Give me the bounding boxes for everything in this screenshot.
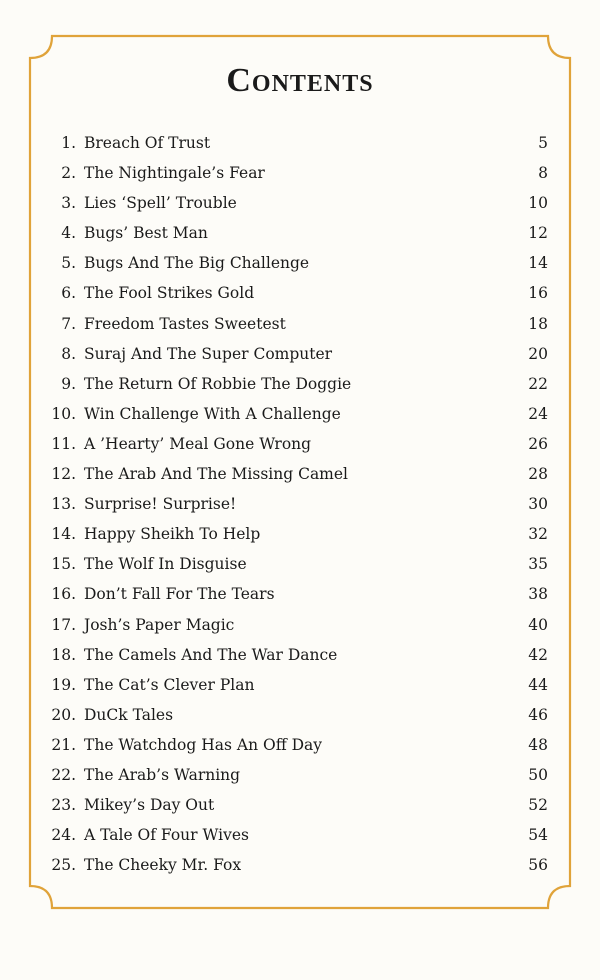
entry-page: 30 (528, 495, 548, 514)
entry-title: Lies ‘Spell’ Trouble (84, 194, 237, 213)
toc-entry[interactable] (40, 309, 548, 339)
entry-page: 8 (538, 164, 548, 183)
entry-page: 32 (528, 525, 548, 544)
entry-number: 10. (51, 404, 76, 423)
entry-page: 46 (528, 705, 548, 724)
toc-entry[interactable] (40, 339, 548, 369)
entry-title: Don’t Fall For The Tears (84, 585, 275, 604)
entry-title: Win Challenge With A Challenge (84, 404, 341, 423)
entry-page: 20 (528, 344, 548, 363)
entry-page: 52 (528, 796, 548, 815)
toc-entry[interactable] (40, 459, 548, 489)
toc-entry[interactable] (40, 610, 548, 640)
toc-entry[interactable] (40, 760, 548, 790)
entry-number: 22. (51, 765, 76, 784)
entry-title: The Arab’s Warning (84, 765, 241, 784)
entry-title: Mikey’s Day Out (84, 796, 215, 815)
toc-entry[interactable] (40, 730, 548, 760)
toc-entry[interactable] (40, 489, 548, 519)
entry-number: 9. (61, 374, 76, 393)
entry-page: 18 (528, 314, 548, 333)
entry-page: 44 (528, 675, 548, 694)
toc-entry[interactable] (40, 850, 548, 880)
entry-number: 16. (51, 585, 76, 604)
entry-title: The Cheeky Mr. Fox (84, 856, 242, 875)
toc-entry[interactable] (40, 790, 548, 820)
entry-number: 15. (51, 555, 76, 574)
toc-entry[interactable] (40, 579, 548, 609)
entry-title: Bugs’ Best Man (84, 224, 208, 243)
toc-entry[interactable] (40, 188, 548, 218)
toc-entry[interactable] (40, 640, 548, 670)
toc-entry[interactable] (40, 399, 548, 429)
entry-title: The Fool Strikes Gold (84, 284, 255, 303)
entry-number: 19. (51, 675, 76, 694)
toc-entry[interactable] (40, 248, 548, 278)
entry-number: 4. (61, 224, 76, 243)
entry-title: The Cat’s Clever Plan (84, 675, 255, 694)
entry-title: The Camels And The War Dance (84, 645, 338, 664)
entry-title: A ’Hearty’ Meal Gone Wrong (84, 434, 312, 453)
entry-title: The Watchdog Has An Off Day (84, 735, 323, 754)
entry-number: 5. (61, 254, 76, 273)
entry-number: 13. (51, 495, 76, 514)
toc-entry[interactable] (40, 278, 548, 308)
entry-title: A Tale Of Four Wives (84, 826, 249, 845)
toc-entry[interactable] (40, 670, 548, 700)
page-title: Contents (226, 62, 374, 99)
entry-number: 25. (51, 856, 76, 875)
entry-number: 6. (61, 284, 76, 303)
entry-number: 23. (51, 796, 76, 815)
entry-number: 21. (51, 735, 76, 754)
entry-page: 16 (528, 284, 548, 303)
entry-number: 18. (51, 645, 76, 664)
entry-page: 42 (528, 645, 548, 664)
entry-page: 14 (528, 254, 548, 273)
entry-page: 48 (528, 735, 548, 754)
entry-title: The Arab And The Missing Camel (84, 465, 349, 484)
toc-entry[interactable] (40, 369, 548, 399)
entry-page: 28 (528, 465, 548, 484)
entry-number: 3. (61, 194, 76, 213)
entry-page: 24 (528, 404, 548, 423)
entry-number: 17. (51, 615, 76, 634)
entry-number: 1. (61, 134, 76, 152)
entry-title: The Nightingale’s Fear (84, 164, 265, 183)
toc-entry[interactable] (40, 519, 548, 549)
entry-number: 20. (51, 705, 76, 724)
toc-entry[interactable] (40, 218, 548, 248)
entry-page: 5 (538, 134, 548, 152)
entry-title: Josh’s Paper Magic (84, 615, 235, 634)
entry-page: 38 (528, 585, 548, 604)
toc-entry[interactable] (40, 820, 548, 850)
entry-page: 35 (528, 555, 548, 574)
contents-list (40, 128, 548, 880)
entry-number: 7. (61, 314, 76, 333)
entry-title: The Wolf In Disguise (84, 555, 247, 574)
toc-entry[interactable] (40, 429, 548, 459)
toc-entry[interactable] (40, 549, 548, 579)
entry-number: 11. (51, 434, 76, 453)
entry-page: 50 (528, 765, 548, 784)
entry-title: The Return Of Robbie The Doggie (84, 374, 352, 393)
entry-page: 12 (528, 224, 548, 243)
entry-page: 10 (528, 194, 548, 213)
entry-title: Surprise! Surprise! (84, 495, 237, 514)
entry-page: 26 (528, 434, 548, 453)
entry-title: Breach Of Trust (84, 134, 211, 152)
entry-page: 56 (528, 856, 548, 875)
toc-entry[interactable] (40, 700, 548, 730)
entry-page: 40 (528, 615, 548, 634)
entry-number: 14. (51, 525, 76, 544)
entry-title: Freedom Tastes Sweetest (84, 314, 286, 333)
entry-number: 24. (51, 826, 76, 845)
toc-entry[interactable] (40, 128, 548, 158)
entry-page: 54 (528, 826, 548, 845)
entry-number: 8. (61, 344, 76, 363)
entry-title: DuCk Tales (84, 705, 174, 724)
entry-title: Bugs And The Big Challenge (84, 254, 310, 273)
entry-number: 12. (51, 465, 76, 484)
entry-title: Happy Sheikh To Help (84, 525, 261, 544)
entry-title: Suraj And The Super Computer (84, 344, 333, 363)
entry-number: 2. (61, 164, 76, 183)
entry-page: 22 (528, 374, 548, 393)
toc-entry[interactable] (40, 158, 548, 188)
